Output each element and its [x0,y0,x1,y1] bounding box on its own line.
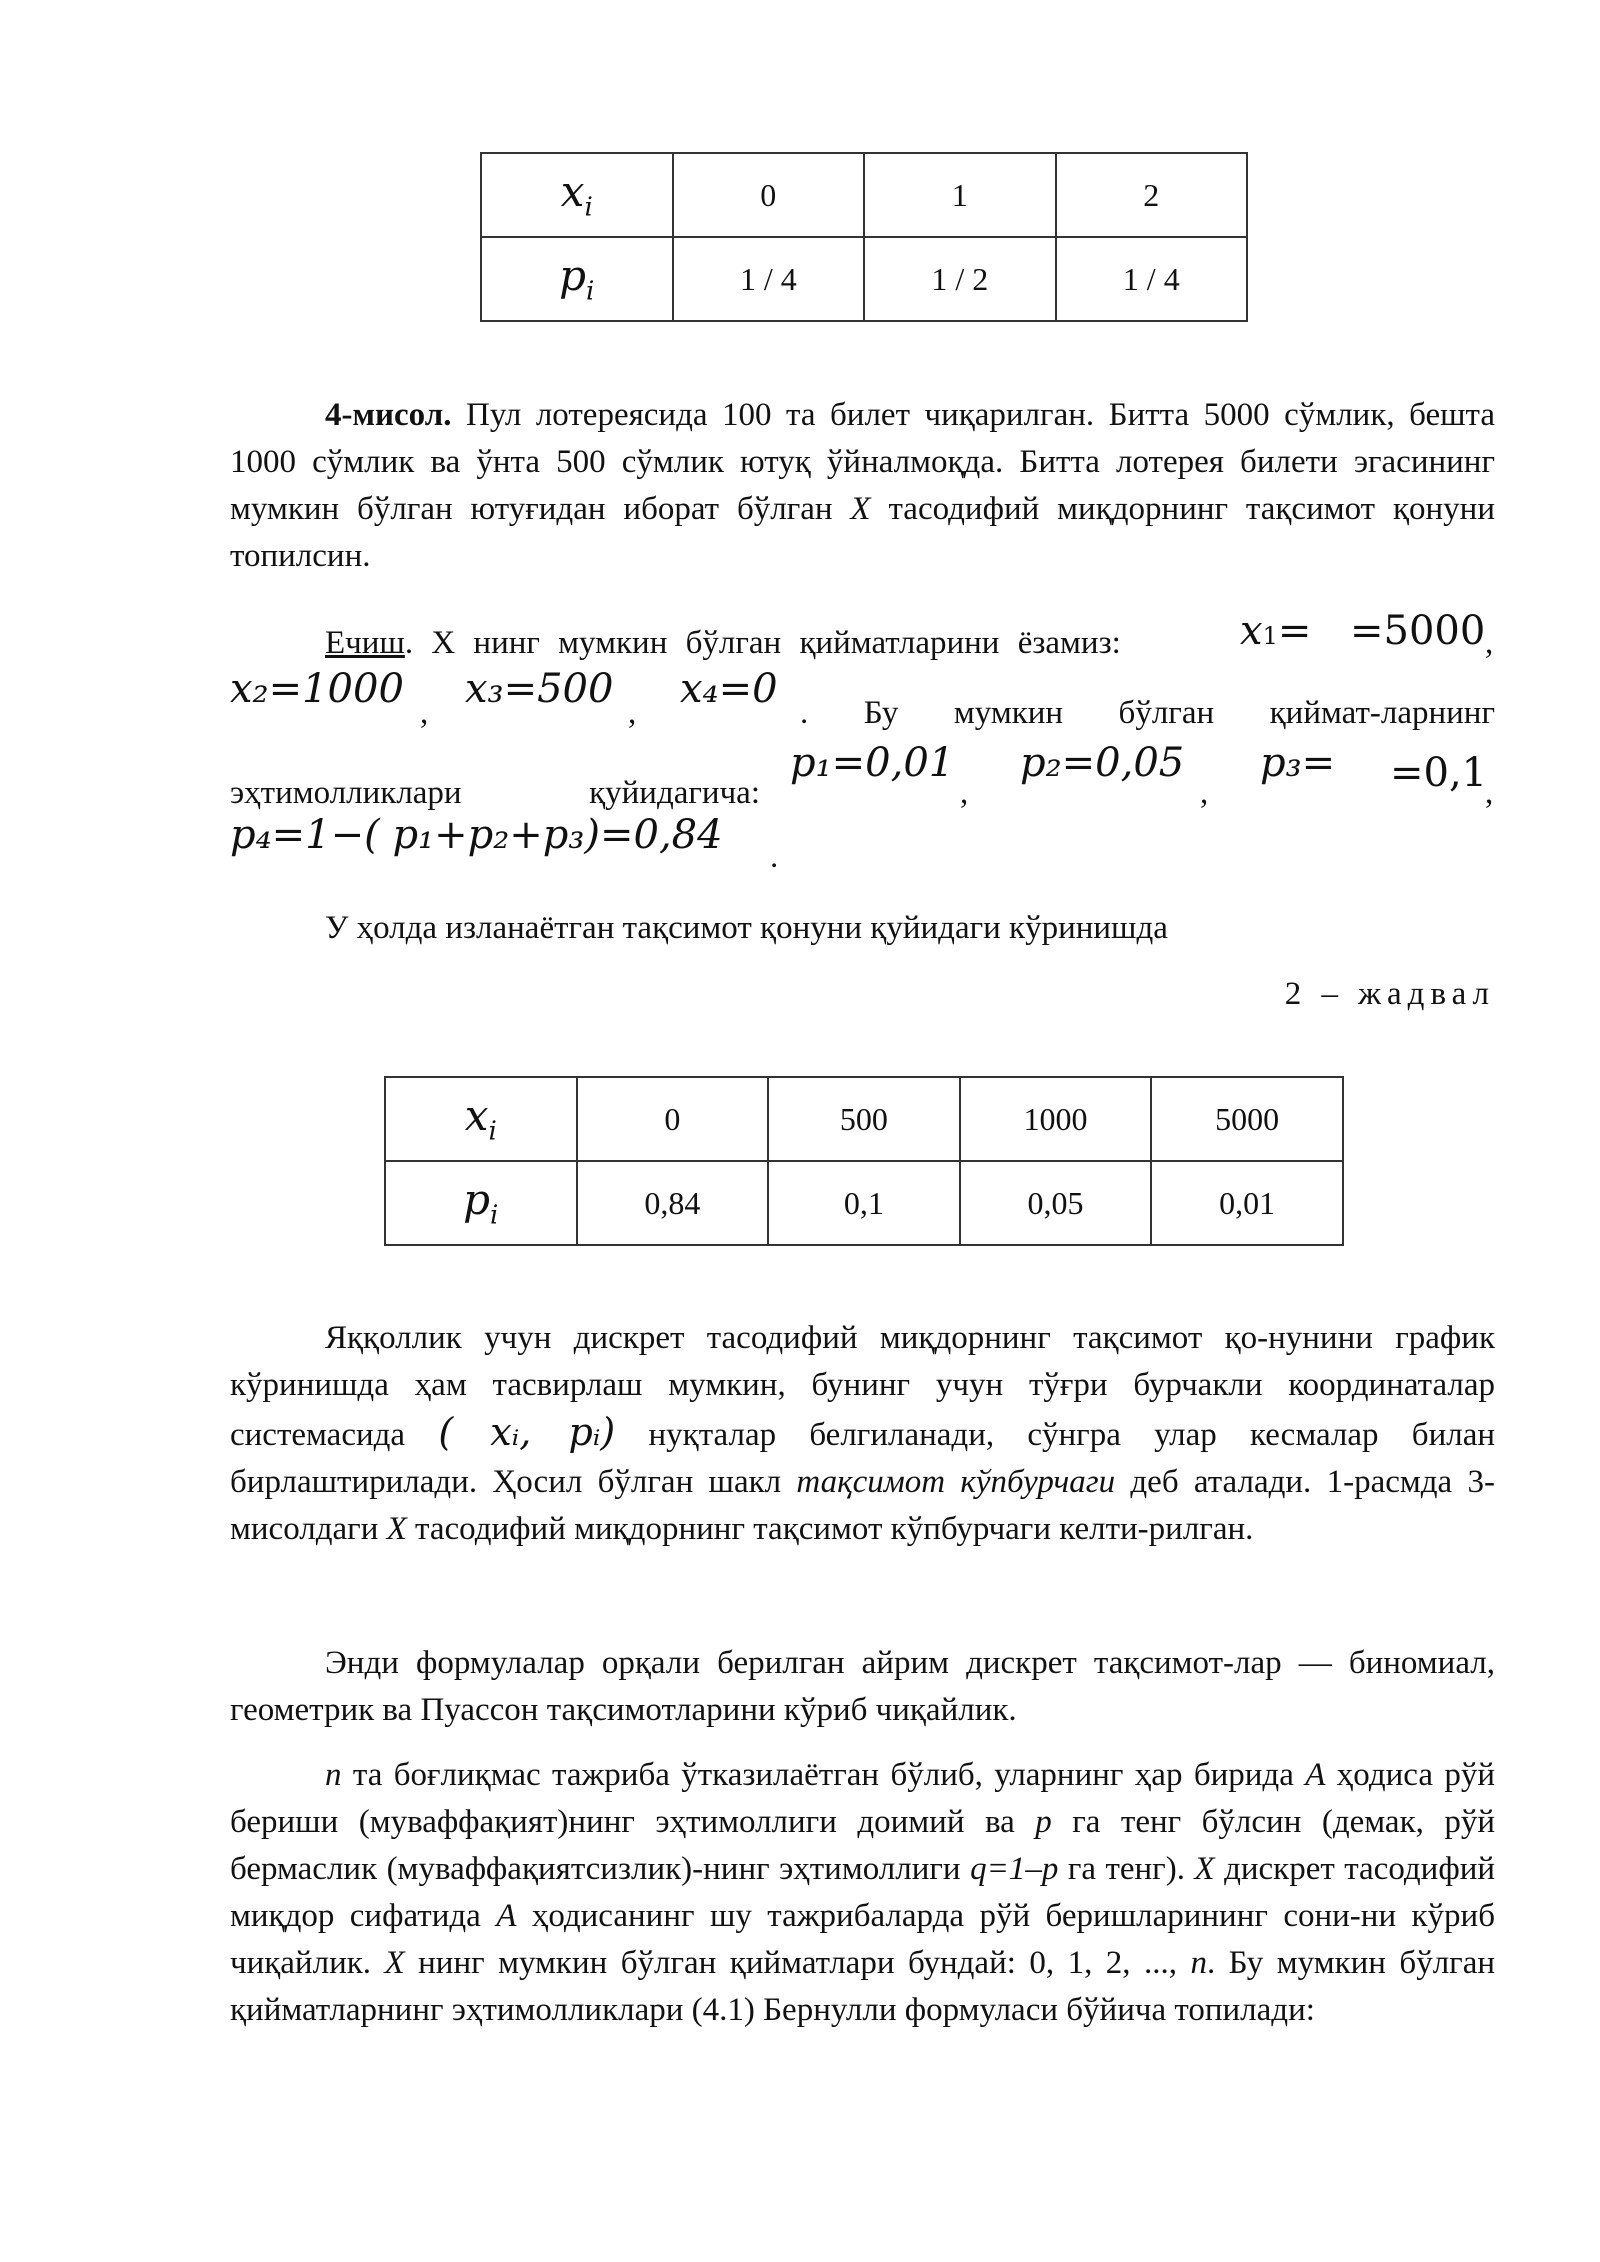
table-cell: 0,05 [960,1161,1152,1245]
formulas-paragraph [230,1640,1495,1734]
table-row [481,153,1247,237]
table-cell: 5000 [1151,1077,1343,1161]
solution-text-2: . Бу мумкин бўлган қиймат-ларнинг [800,695,1495,731]
variable-n: n [1190,1945,1207,1981]
paragraph-text: нуқталар белгиланади, сўнгра улар кесмалар билан бирлаштирилади. Ҳосил бўлган шакл [230,1417,1496,1500]
period: . [770,839,779,875]
comma: , [1485,625,1494,661]
table-cell: 0,01 [1151,1161,1343,1245]
intro-text: У ҳолда изланаётган тақсимот қонуни қуйидаги кўринишда [325,910,1168,946]
table-cell: 1 / 2 [864,237,1055,321]
table-row [481,237,1247,321]
formula-x1: x1= [1240,608,1312,654]
comma: , [420,695,429,731]
point-notation: ( xᵢ, pᵢ) [438,1410,616,1454]
variable-n: n [325,1757,342,1793]
header-cell-p: $p_i$ [481,237,673,321]
paragraph-text: та боғлиқмас тажриба ўтказилаётган бўлиб, уларнинг ҳар бирида [352,1757,1294,1793]
paragraph-text: . Бу мумкин бўлган қийматларнинг эҳтимолликлари (4.1) Бернулли формуласи бўйича топилади: [230,1945,1496,2028]
paragraph-text: Энди формулалар орқали берилган айрим дискрет тақсимот-лар — биномиал, геометрик ва Пуассон тақсимотларини кўриб чиқайлик. [230,1645,1495,1728]
formula-x2: x₂=1000 [230,666,404,712]
formula-x1-value: =5000 [1350,608,1486,654]
variable-a: A [496,1898,517,1934]
formula-p1: p₁=0,01 [790,740,955,786]
table-cell: 0 [577,1077,769,1161]
table-cell: 0,1 [768,1161,960,1245]
paragraph-text: тасодифий миқдорнинг тақсимот кўпбурчаги келти-рилган. [415,1511,1254,1547]
paragraph-text: Яққоллик учун дискрет тасодифий миқдорнинг тақсимот қо-нунини график кўринишда ҳам тасвирлаш мумкин, бунинг учун тўғри бурчакли координаталар системасида [230,1320,1495,1453]
variable-x: X [384,1945,405,1981]
comma: , [960,775,969,811]
variable-x: X [1194,1851,1215,1887]
variable-p: p [1035,1804,1052,1840]
table-cell: 0,84 [577,1161,769,1245]
bernoulli-paragraph [230,1752,1495,2034]
formula-p2: p₂=0,05 [1020,740,1185,786]
paragraph-text: га тенг бўлсин (демак, рўй бермаслик (муваффақиятсизлик)-нинг эҳтимоллиги [230,1804,1495,1887]
variable-x: X [386,1511,407,1547]
solution-text-1: . X нинг мумкин бўлган қийматларини ёзамиз: [404,625,1121,661]
table-caption: 2 – жадвал [1284,976,1495,1012]
header-cell-x: $x_i$ [481,153,673,237]
paragraph-text: ҳодиса рўй бериши (муваффақият)нинг эҳтимоллиги доимий ва [230,1757,1496,1840]
header-cell-p: $p_i$ [385,1161,577,1245]
paragraph-text: нинг мумкин бўлган қийматлари бундай: 0, 1, 2, ..., [418,1945,1177,1981]
example-text-end: тасодифий миқдорнинг тақсимот қонуни топилсин. [230,491,1495,574]
solution-text-3: эҳтимолликлари қуйидагича: [230,775,760,811]
formula-p4: p₄=1−( p₁+p₂+p₃)=0,84 [230,812,723,858]
example-4-paragraph [230,392,1495,580]
table-cell: 1 / 4 [673,237,864,321]
table-cell: 0 [673,153,864,237]
solution-label: Ечиш [325,625,405,661]
table-cell: 1000 [960,1077,1152,1161]
term-polygon: тақсимот кўпбурчаги [796,1464,1116,1500]
formula-p3-value: =0,1 [1390,750,1488,796]
comma: , [628,695,637,731]
table-cell: 1 / 4 [1056,237,1248,321]
distribution-table-1 [480,152,1248,322]
formula-q: q=1–p [970,1851,1059,1887]
paragraph-text: дискрет тасодифий миқдор сифатида [230,1851,1496,1934]
paragraph-text: га тенг). [1067,1851,1185,1887]
intro-table-2 [230,905,1495,952]
header-cell-x: $x_i$ [385,1077,577,1161]
comma: , [1200,775,1209,811]
solution-paragraph [230,600,1495,880]
variable-x: X [850,491,871,527]
distribution-table-2 [384,1076,1344,1246]
table-row [385,1161,1343,1245]
table-cell: 2 [1056,153,1248,237]
paragraph-text: ҳодисанинг шу тажрибаларда рўй беришларининг сони-ни кўриб чиқайлик. [230,1898,1496,1981]
paragraph-text: деб аталади. 1-расмда 3-мисолдаги [230,1464,1495,1547]
formula-p3: p₃= [1260,740,1336,786]
table-cell: 1 [864,153,1055,237]
comma: , [1485,775,1494,811]
formula-x4: x₄=0 [680,666,778,712]
example-text: Пул лотереясида 100 та билет чиқарилган. Битта 5000 сўмлик, бешта 1000 сўмлик ва ўнта 500 сўмлик ютуқ ўйналмоқда. Битта лотерея билети эгасининг мумкин бўлган ютуғидан иборат бўлган [230,397,1496,527]
polygon-paragraph [230,1315,1495,1553]
variable-a: A [1305,1757,1326,1793]
table-row [385,1077,1343,1161]
example-heading: 4-мисол. [325,397,452,433]
table-cell: 500 [768,1077,960,1161]
formula-x3: x₃=500 [465,666,614,712]
